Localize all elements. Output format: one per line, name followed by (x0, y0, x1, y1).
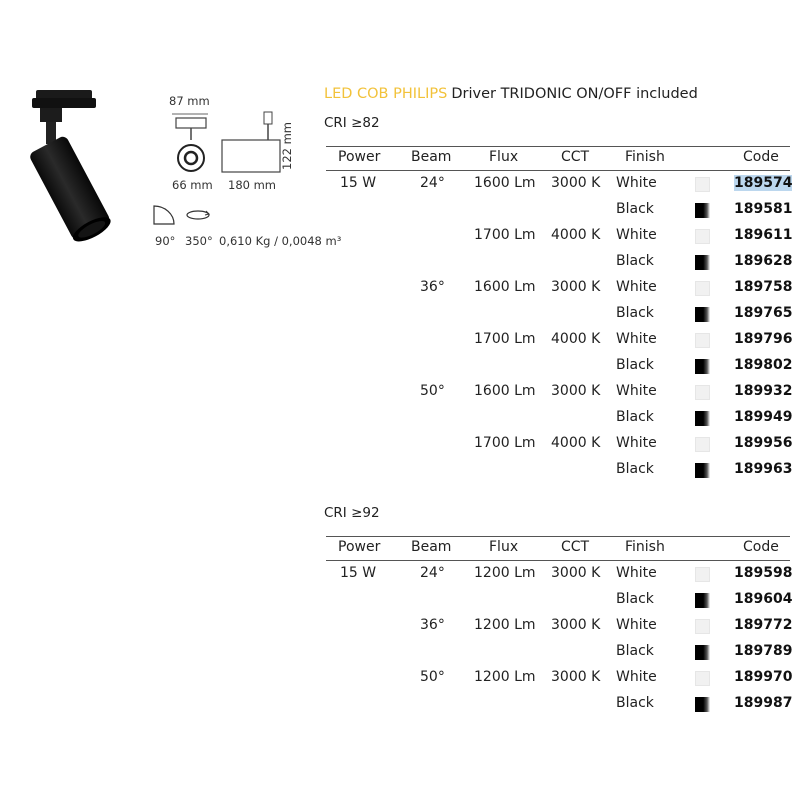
product-code[interactable]: 189604 (734, 591, 793, 607)
power-cell: 15 W (340, 565, 377, 581)
beam-cell: 24° (420, 175, 445, 191)
product-image (6, 88, 136, 248)
divider (326, 170, 790, 171)
finish-cell: Black (616, 201, 654, 217)
cct-cell: 3000 K (551, 175, 601, 191)
cri-label: CRI ≥92 (324, 505, 380, 521)
dim-length: 180 mm (228, 178, 277, 192)
dim-height: 122 mm (280, 121, 294, 170)
dim-top-width: 87 mm (169, 94, 210, 108)
finish-cell: White (616, 331, 657, 347)
finish-cell: Black (616, 643, 654, 659)
rotation-label: 350° (185, 234, 213, 248)
cct-cell: 3000 K (551, 279, 601, 295)
flux-cell: 1700 Lm (474, 227, 536, 243)
finish-cell: Black (616, 357, 654, 373)
finish-cell: White (616, 175, 657, 191)
white-finish-swatch (695, 619, 710, 634)
flux-cell: 1700 Lm (474, 435, 536, 451)
product-code[interactable]: 189987 (734, 695, 793, 711)
product-code[interactable]: 189932 (734, 383, 793, 399)
beam-cell: 50° (420, 383, 445, 399)
header-code: Code (743, 149, 779, 165)
beam-cell: 36° (420, 617, 445, 633)
header-finish: Finish (625, 149, 665, 165)
flux-cell: 1600 Lm (474, 279, 536, 295)
product-code[interactable]: 189772 (734, 617, 793, 633)
finish-cell: Black (616, 253, 654, 269)
product-code[interactable]: 189758 (734, 279, 793, 295)
header-flux: Flux (489, 539, 519, 555)
black-finish-swatch (695, 411, 710, 426)
flux-cell: 1700 Lm (474, 331, 536, 347)
flux-cell: 1200 Lm (474, 669, 536, 685)
finish-cell: White (616, 669, 657, 685)
product-code[interactable]: 189598 (734, 565, 793, 581)
cct-cell: 3000 K (551, 383, 601, 399)
black-finish-swatch (695, 697, 710, 712)
beam-cell: 24° (420, 565, 445, 581)
black-finish-swatch (695, 203, 710, 218)
product-code[interactable]: 189789 (734, 643, 793, 659)
header-cct: CCT (561, 149, 590, 165)
black-finish-swatch (695, 255, 710, 270)
flux-cell: 1600 Lm (474, 175, 536, 191)
cct-cell: 3000 K (551, 669, 601, 685)
black-finish-swatch (695, 645, 710, 660)
divider (326, 560, 790, 561)
white-finish-swatch (695, 229, 710, 244)
flux-cell: 1600 Lm (474, 383, 536, 399)
header-beam: Beam (411, 149, 452, 165)
white-finish-swatch (695, 177, 710, 192)
rotation-icon (184, 208, 212, 222)
header-beam: Beam (411, 539, 452, 555)
finish-cell: White (616, 383, 657, 399)
beam-cell: 36° (420, 279, 445, 295)
flux-cell: 1200 Lm (474, 617, 536, 633)
finish-cell: Black (616, 695, 654, 711)
driver-info: Driver TRIDONIC ON/OFF included (451, 86, 698, 102)
product-code[interactable]: 189802 (734, 357, 793, 373)
flux-cell: 1200 Lm (474, 565, 536, 581)
product-code[interactable]: 189765 (734, 305, 793, 321)
finish-cell: White (616, 227, 657, 243)
cct-cell: 4000 K (551, 435, 601, 451)
finish-cell: White (616, 435, 657, 451)
black-finish-swatch (695, 307, 710, 322)
white-finish-swatch (695, 567, 710, 582)
product-code[interactable]: 189628 (734, 253, 793, 269)
finish-cell: White (616, 279, 657, 295)
beam-cell: 50° (420, 669, 445, 685)
finish-cell: White (616, 565, 657, 581)
product-code[interactable]: 189970 (734, 669, 793, 685)
header-power: Power (338, 539, 381, 555)
dim-diameter: 66 mm (172, 178, 213, 192)
finish-cell: Black (616, 409, 654, 425)
white-finish-swatch (695, 437, 710, 452)
side-view-drawing (218, 110, 288, 182)
header-cct: CCT (561, 539, 590, 555)
product-code[interactable]: 189581 (734, 201, 793, 217)
product-headline (324, 86, 698, 102)
product-code[interactable]: 189611 (734, 227, 793, 243)
divider (326, 536, 790, 537)
header-code: Code (743, 539, 779, 555)
cct-cell: 3000 K (551, 617, 601, 633)
cct-cell: 3000 K (551, 565, 601, 581)
tilt-label: 90° (155, 234, 176, 248)
product-code[interactable]: 189574 (734, 175, 793, 191)
product-code[interactable]: 189949 (734, 409, 793, 425)
tilt-icon (152, 204, 178, 226)
finish-cell: White (616, 617, 657, 633)
power-cell: 15 W (340, 175, 377, 191)
finish-cell: Black (616, 461, 654, 477)
white-finish-swatch (695, 385, 710, 400)
weight-volume: 0,610 Kg / 0,0048 m³ (219, 234, 342, 248)
product-code[interactable]: 189796 (734, 331, 793, 347)
white-finish-swatch (695, 281, 710, 296)
cct-cell: 4000 K (551, 227, 601, 243)
led-brand: LED COB PHILIPS (324, 86, 448, 102)
finish-cell: Black (616, 591, 654, 607)
header-power: Power (338, 149, 381, 165)
product-code[interactable]: 189956 (734, 435, 793, 451)
white-finish-swatch (695, 671, 710, 686)
front-view-drawing (168, 110, 214, 182)
header-flux: Flux (489, 149, 519, 165)
white-finish-swatch (695, 333, 710, 348)
black-finish-swatch (695, 359, 710, 374)
divider (326, 146, 790, 147)
product-code[interactable]: 189963 (734, 461, 793, 477)
black-finish-swatch (695, 593, 710, 608)
cct-cell: 4000 K (551, 331, 601, 347)
header-finish: Finish (625, 539, 665, 555)
black-finish-swatch (695, 463, 710, 478)
finish-cell: Black (616, 305, 654, 321)
cri-label: CRI ≥82 (324, 115, 380, 131)
